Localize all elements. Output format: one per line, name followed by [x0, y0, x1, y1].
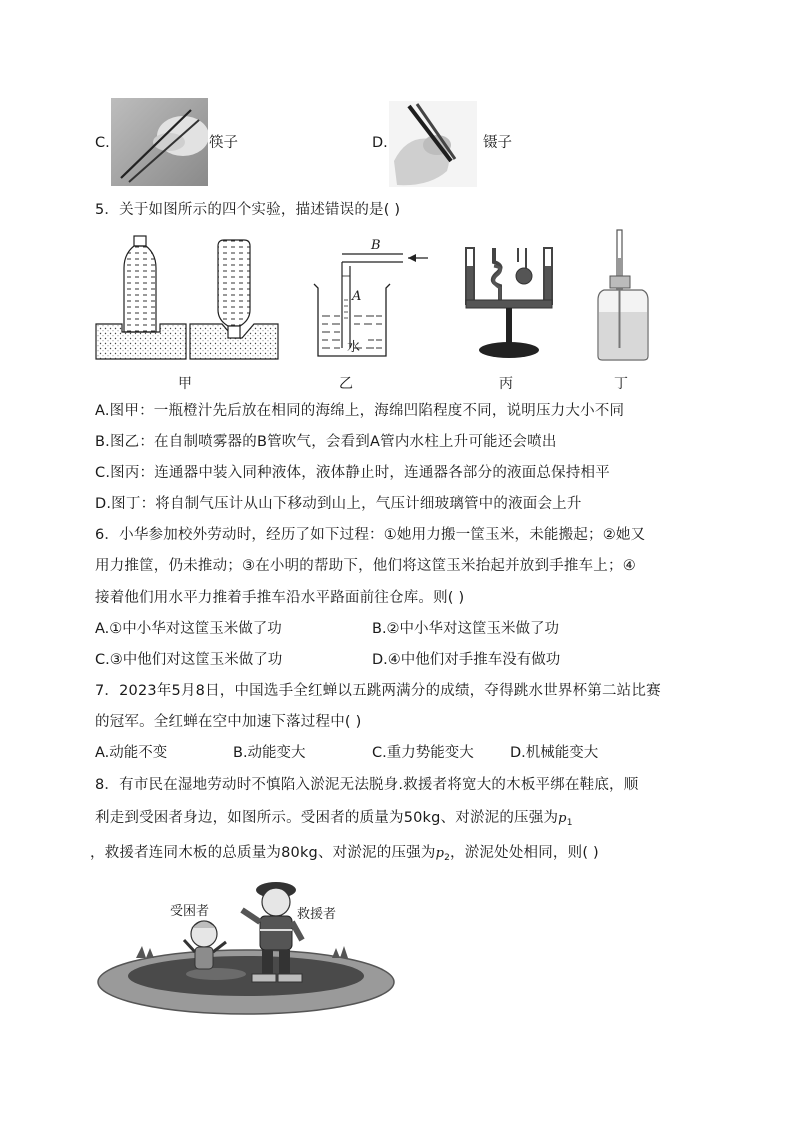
- chopsticks-photo: [111, 98, 208, 186]
- p2-subscript: 2: [444, 853, 451, 863]
- q5-option-a: A.图甲：一瓶橙汁先后放在相同的海绵上，海绵凹陷程度不同，说明压力大小不同: [95, 403, 625, 419]
- q6-stem-line-3: 接着他们用水平力推着手推车沿水平路面前往仓库。则( ): [95, 590, 465, 606]
- figure-jia-bottles-sponge: [94, 232, 280, 362]
- q7-option-d: D.机械能变大: [510, 745, 599, 761]
- q6-option-d: D.④中他们对手推车没有做功: [372, 652, 561, 668]
- q7-option-b: B.动能变大: [233, 745, 306, 761]
- q8-stem-line-2-text: 利走到受困者身边，如图所示。受困者的质量为50kg、对淤泥的压强为: [95, 810, 559, 826]
- q5-option-d: D.图丁：将自制气压计从山下移动到山上，气压计细玻璃管中的液面会上升: [95, 496, 582, 512]
- water-label: 水: [347, 340, 361, 355]
- q7-stem-line-2: 的冠军。全红蝉在空中加速下落过程中( ): [95, 714, 362, 730]
- q5-option-c: C.图丙：连通器中装入同种液体，液体静止时，连通器各部分的液面总保持相平: [95, 465, 610, 481]
- q6-option-b: B.②中小华对这筐玉米做了功: [372, 621, 560, 637]
- figure-yi-sprayer: [308, 236, 434, 360]
- p2-symbol: p: [435, 846, 445, 861]
- figure-label-jia: 甲: [178, 376, 192, 392]
- q7-stem-line-1: 7．2023年5月8日，中国选手全红蝉以五跳两满分的成绩，夺得跳水世界杯第二站比赛: [95, 683, 661, 699]
- figure-bing-connected-vessels: [460, 240, 560, 362]
- rescue-illustration: [96, 870, 398, 1018]
- q7-option-a: A.动能不变: [95, 745, 168, 761]
- q8-stem-line-3b: ，淤泥处处相同，则( ): [450, 845, 599, 861]
- figure-ding-barometer: [590, 228, 656, 362]
- tube-a-label: A: [352, 289, 362, 304]
- option-c-letter: C.: [95, 135, 110, 151]
- q8-stem-line-3: [90, 843, 599, 868]
- label-trapped-person: 受困者: [170, 904, 210, 919]
- q5-option-b: B.图乙：在自制喷雾器的B管吹气，会看到A管内水柱上升可能还会喷出: [95, 434, 557, 450]
- q6-stem-line-1: 6．小华参加校外劳动时，经历了如下过程：①她用力搬一筐玉米，未能搬起；②她又: [95, 527, 646, 543]
- q7-option-c: C.重力势能变大: [372, 745, 474, 761]
- figure-label-bing: 丙: [499, 376, 513, 392]
- p1-symbol: p: [558, 811, 567, 826]
- q6-option-a: A.①中小华对这筐玉米做了功: [95, 621, 282, 637]
- option-c-text: 筷子: [209, 135, 238, 151]
- tweezers-photo: [389, 101, 477, 187]
- q6-stem-line-2: 用力推筐，仍未推动；③在小明的帮助下，他们将这筐玉米抬起并放到手推车上；④: [95, 558, 636, 574]
- q8-stem-line-3a: ，救援者连同木板的总质量为80kg、对淤泥的压强为: [90, 845, 436, 861]
- p1-subscript: 1: [566, 818, 573, 828]
- figure-label-ding: 丁: [614, 376, 628, 392]
- option-d-text: 镊子: [483, 135, 512, 151]
- figure-label-yi: 乙: [339, 376, 353, 392]
- q8-stem-line-1: 8．有市民在湿地劳动时不慎陷入淤泥无法脱身.救援者将宽大的木板平绑在鞋底，顺: [95, 777, 639, 793]
- tube-b-label: B: [371, 238, 381, 253]
- q8-stem-line-2: [95, 808, 573, 833]
- q6-option-c: C.③中他们对这筐玉米做了功: [95, 652, 283, 668]
- q5-stem: 5．关于如图所示的四个实验，描述错误的是( ): [95, 202, 401, 218]
- label-rescuer: 救援者: [297, 907, 337, 922]
- option-d-letter: D.: [372, 135, 388, 151]
